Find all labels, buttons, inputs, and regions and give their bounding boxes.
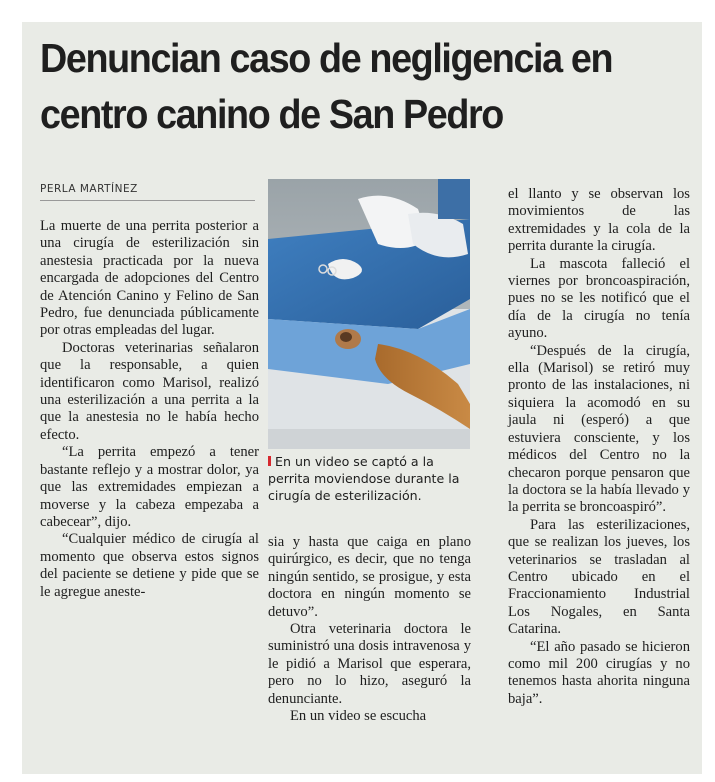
paragraph: La muerte de una perrita posterior a una cirugía de esterilización sin anestesia practicada por la nueva encargada de adopciones del Centro de Atención Canino y Felino de San Pedro, fue denunciada públicamente por otras empleadas del lugar. — [40, 218, 259, 339]
article-column-1 — [40, 218, 259, 601]
photo-caption — [268, 453, 473, 504]
paragraph: “La perrita empezó a tener bastante reflejo y a mostrar dolor, ya que las extremidades empiezan a moverse y la cabeza empezaba a cabecear”, dijo. — [40, 444, 259, 530]
newspaper-clipping — [22, 22, 702, 774]
paragraph: “Cualquier médico de cirugía al momento que observa estos signos del paciente se detiene y pide que se le agregue aneste- — [40, 531, 259, 600]
article-column-3 — [508, 186, 690, 708]
surgery-photo — [268, 179, 470, 449]
paragraph: Otra veterinaria doctora le suministró una dosis intravenosa y le pidió a Marisol que esperara, pero no lo hizo, aseguró la denunciante. — [268, 621, 471, 707]
caption-marker — [268, 456, 271, 466]
article-column-2 — [268, 534, 471, 725]
byline: PERLA MARTÍNEZ — [40, 183, 255, 201]
paragraph: Para las esterilizaciones, que se realizan los jueves, los veterinarios se trasladan al Centro ubicado en el Fraccionamiento Industrial Los Nogales, en Santa Catarina. — [508, 516, 690, 638]
paragraph: sia y hasta que caiga en plano quirúrgico, es decir, que no tenga ningún sentido, se prosigue, y esta doctora en ningún momento se detuvo”. — [268, 534, 471, 620]
caption-text: En un video se captó a la perrita moviendose durante la cirugía de esterilización. — [268, 454, 460, 503]
paragraph: “Después de la cirugía, ella (Marisol) se retiró muy pronto de las instalaciones, ni siquiera la acomodó en su jaula ni (esperó) a que estuviera consciente, y los médicos del Centro no la checaron porque pensaron que la doctora se la había llevado y la perrita se broncoaspiró”. — [508, 342, 690, 516]
paragraph: “El año pasado se hicieron como mil 200 cirugías y no tenemos hasta ahorita ninguna baja”. — [508, 638, 690, 707]
paragraph: Doctoras veterinarias señalaron que la responsable, a quien identificaron como Marisol, realizó una esterilización a una perrita a la que la anestesia no le había hecho efecto. — [40, 339, 259, 443]
headline: Denuncian caso de negligencia en centro canino de San Pedro — [40, 35, 613, 137]
paragraph: el llanto y se observan los movimientos de las extremidades y la cola de la perrita durante la cirugía. — [508, 186, 690, 255]
paragraph: En un video se escucha — [290, 708, 427, 725]
paragraph: La mascota falleció el viernes por broncoaspiración, pues no se les notificó que el día de la cirugía no tenía ayuno. — [508, 255, 690, 342]
